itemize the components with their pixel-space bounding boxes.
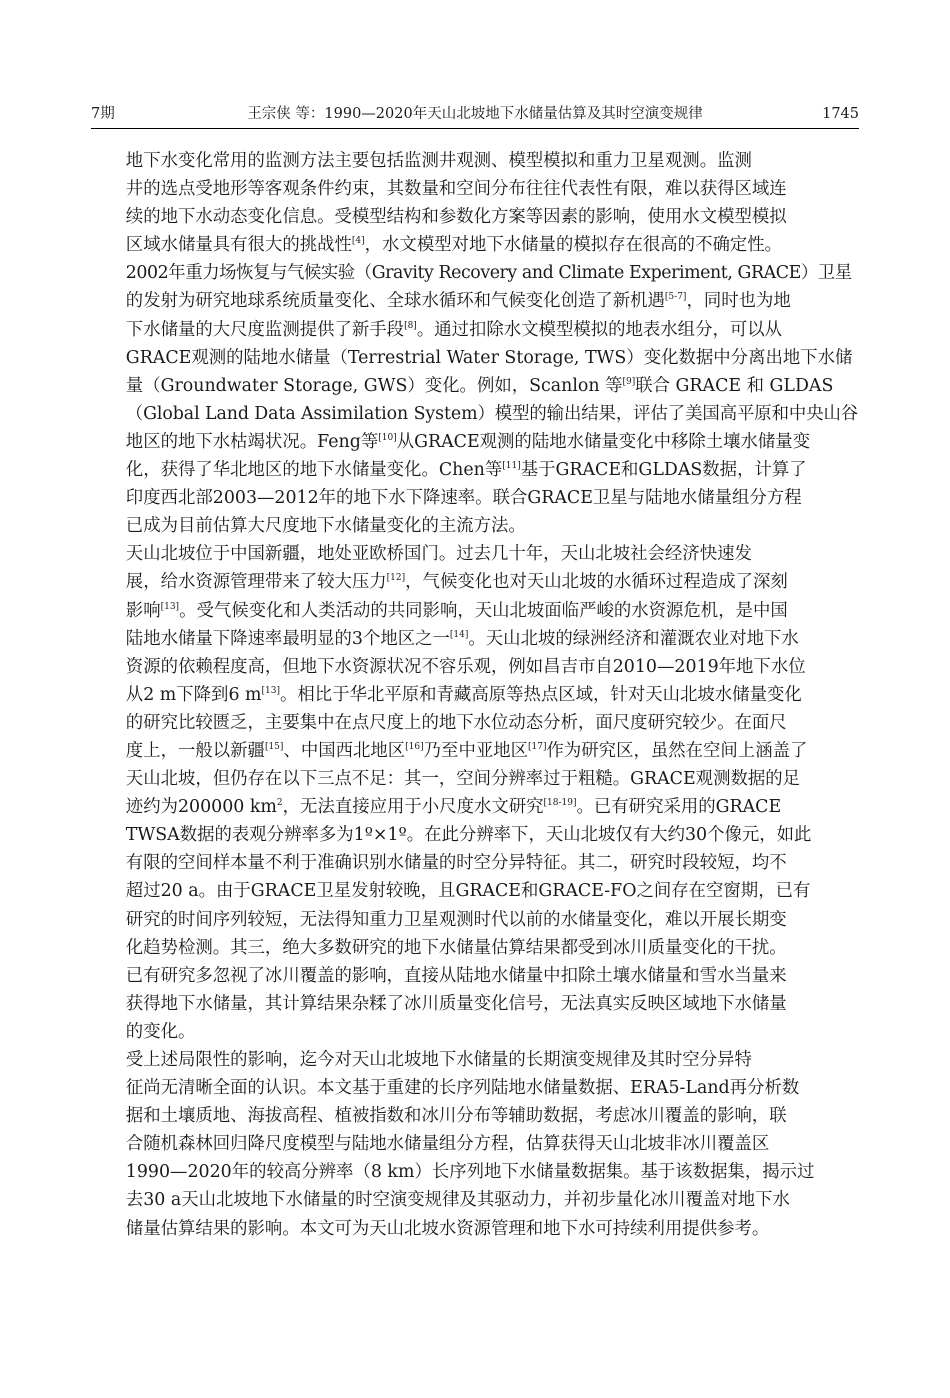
text-run: 据和土壤质地、海拔高程、植被指数和冰川分布等辅助数据，考虑冰川覆盖的影响，联 bbox=[125, 1106, 787, 1127]
text-line bbox=[91, 681, 859, 709]
text-run: 研究的时间序列较短，无法得知重力卫星观测时代以前的水储量变化，难以开展长期变 bbox=[125, 909, 787, 930]
text-line bbox=[91, 877, 859, 905]
text-run: 资源的依赖程度高，但地下水资源状况不容乐观，例如昌吉市自2010—2019年地下水位 bbox=[125, 656, 806, 677]
text-line bbox=[91, 934, 859, 962]
text-run: 作为研究区，虽然在空间上涵盖了 bbox=[546, 740, 808, 761]
text-line bbox=[91, 906, 859, 934]
citation-ref: [12] bbox=[386, 573, 406, 584]
text-line bbox=[91, 990, 859, 1018]
text-run: 。通过扣除水文模型模拟的地表水组分，可以从 bbox=[416, 319, 783, 340]
text-run: 井的选点受地形等客观条件约束，其数量和空间分布往往代表性有限，难以获得区域连 bbox=[125, 179, 787, 200]
text-run: 已有研究多忽视了冰川覆盖的影响，直接从陆地水储量中扣除土壤水储量和雪水当量来 bbox=[125, 965, 787, 986]
text-run: 。相比于华北平原和青藏高原等热点区域，针对天山北坡水储量变化 bbox=[280, 684, 802, 705]
text-run: 2002年重力场恢复与气候实验（Gravity Recovery and Climate Experiment, GRACE）卫星 bbox=[125, 263, 852, 284]
text-run: 天山北坡位于中国新疆，地处亚欧桥国门。过去几十年，天山北坡社会经济快速发 bbox=[125, 544, 752, 565]
text-line bbox=[91, 821, 859, 849]
text-line bbox=[91, 231, 859, 259]
citation-ref: [18-19] bbox=[543, 798, 577, 809]
text-run: 受上述局限性的影响，迄今对天山北坡地下水储量的长期演变规律及其时空分异特 bbox=[125, 1050, 752, 1070]
citation-ref: [13] bbox=[160, 601, 180, 612]
text-line bbox=[91, 287, 859, 315]
text-line bbox=[91, 456, 859, 484]
citation-ref: [5-7] bbox=[664, 292, 687, 303]
text-line bbox=[91, 849, 859, 877]
text-run: 基于GRACE和GLDAS数据，计算了 bbox=[520, 460, 807, 481]
article-body bbox=[91, 147, 859, 1243]
running-title: 王宗侠 等：1990—2020年天山北坡地下水储量估算及其时空演变规律 bbox=[247, 106, 703, 122]
text-line bbox=[91, 568, 859, 596]
text-run: 、中国西北地区 bbox=[283, 740, 406, 761]
text-line bbox=[91, 1018, 859, 1046]
text-run: 从GRACE观测的陆地水储量变化中移除土壤水储量变 bbox=[396, 431, 811, 452]
citation-ref: [9] bbox=[622, 376, 636, 387]
text-run: GRACE观测的陆地水储量（Terrestrial Water Storage, TWS）变化数据中分离出地下水储 bbox=[125, 347, 853, 368]
text-run: 迹约为200000 km bbox=[125, 797, 277, 818]
text-run: 的发射为研究地球系统质量变化、全球水循环和气候变化创造了新机遇 bbox=[125, 291, 665, 312]
citation-ref: [11] bbox=[502, 461, 521, 472]
text-line bbox=[91, 1102, 859, 1130]
paragraph bbox=[91, 540, 859, 1046]
text-run: TWSA数据的表观分辨率多为1º×1º。在此分辨率下，天山北坡仅有大约30个像元，如此 bbox=[125, 825, 812, 846]
text-run: 。天山北坡的绿洲经济和灌溉农业对地下水 bbox=[468, 628, 799, 649]
text-line bbox=[91, 316, 859, 344]
text-run: ，水文模型对地下水储量的模拟存在很高的不确定性。 bbox=[364, 235, 783, 256]
text-run: ，气候变化也对天山北坡的水循环过程造成了深刻 bbox=[405, 572, 788, 593]
citation-ref: [13] bbox=[261, 685, 281, 696]
text-run: ，同时也为地 bbox=[686, 291, 791, 312]
text-run: 。受气候变化和人类活动的共同影响，天山北坡面临严峻的水资源危机，是中国 bbox=[179, 600, 788, 621]
text-run: 印度西北部2003—2012年的地下水下降速率。联合GRACE卫星与陆地水储量组分方程 bbox=[125, 488, 802, 509]
text-run: 下水储量的大尺度监测提供了新手段 bbox=[125, 319, 405, 340]
text-line bbox=[91, 1046, 859, 1074]
text-run: 已成为目前估算大尺度地下水储量变化的主流方法。 bbox=[125, 516, 526, 537]
text-run: 储量估算结果的影响。本文可为天山北坡水资源管理和地下水可持续利用提供参考。 bbox=[125, 1218, 770, 1239]
citation-ref: [4] bbox=[351, 236, 365, 247]
text-line bbox=[91, 400, 859, 428]
citation-ref: 2 bbox=[276, 798, 283, 809]
paragraph bbox=[91, 147, 859, 540]
text-run: 获得地下水储量，其计算结果杂糅了冰川质量变化信号，无法真实反映区域地下水储量 bbox=[125, 993, 787, 1014]
issue-number: 7期 bbox=[91, 106, 115, 122]
text-line bbox=[91, 1186, 859, 1214]
text-line bbox=[91, 597, 859, 625]
citation-ref: [16] bbox=[405, 741, 424, 752]
text-line bbox=[91, 484, 859, 512]
text-run: 化趋势检测。其三，绝大多数研究的地下水储量估算结果都受到冰川质量变化的干扰。 bbox=[125, 937, 787, 958]
text-line bbox=[91, 793, 859, 821]
text-line bbox=[91, 625, 859, 653]
running-header bbox=[91, 104, 859, 128]
text-line bbox=[91, 1130, 859, 1158]
text-line bbox=[91, 1215, 859, 1243]
paragraph bbox=[91, 1046, 859, 1243]
text-run: 去30 a天山北坡地下水储量的时空演变规律及其驱动力，并初步量化冰川覆盖对地下水 bbox=[125, 1190, 790, 1211]
text-run: （Global Land Data Assimilation System）模型的输出结果，评估了美国高平原和中央山谷 bbox=[125, 403, 859, 424]
text-run: 有限的空间样本量不利于准确识别水储量的时空分异特征。其二，研究时段较短，均不 bbox=[125, 853, 787, 874]
text-run: 乃至中亚地区 bbox=[423, 740, 529, 761]
text-line bbox=[91, 147, 859, 175]
citation-ref: [14] bbox=[449, 629, 469, 640]
citation-ref: [10] bbox=[378, 432, 397, 443]
text-line bbox=[91, 512, 859, 540]
text-line bbox=[91, 428, 859, 456]
text-run: 展，给水资源管理带来了较大压力 bbox=[125, 572, 387, 593]
text-line bbox=[91, 653, 859, 681]
citation-ref: [17] bbox=[528, 741, 547, 752]
text-run: 影响 bbox=[125, 600, 161, 621]
text-line bbox=[91, 175, 859, 203]
text-run: 的研究比较匮乏，主要集中在点尺度上的地下水位动态分析，面尺度研究较少。在面尺 bbox=[125, 712, 787, 733]
text-run: 从2 m下降到6 m bbox=[125, 684, 262, 705]
text-line bbox=[91, 259, 859, 287]
text-run: 合随机森林回归降尺度模型与陆地水储量组分方程，估算获得天山北坡非冰川覆盖区 bbox=[125, 1134, 770, 1155]
text-line bbox=[91, 372, 859, 400]
text-line bbox=[91, 1074, 859, 1102]
text-run: 1990—2020年的较高分辨率（8 km）长序列地下水储量数据集。基于该数据集，揭示过 bbox=[125, 1162, 815, 1183]
text-run: 的变化。 bbox=[125, 1021, 196, 1042]
text-run: 地下水变化常用的监测方法主要包括监测井观测、模型模拟和重力卫星观测。监测 bbox=[125, 151, 752, 171]
text-run: ，无法直接应用于小尺度水文研究 bbox=[282, 797, 544, 818]
text-line bbox=[91, 1158, 859, 1186]
page-number: 1745 bbox=[822, 106, 859, 122]
text-line bbox=[91, 962, 859, 990]
text-run: 陆地水储量下降速率最明显的3个地区之一 bbox=[125, 628, 450, 649]
text-run: 超过20 a。由于GRACE卫星发射较晚，且GRACE和GRACE-FO之间存在空窗期，已有 bbox=[125, 881, 811, 902]
text-run: 区域水储量具有很大的挑战性 bbox=[125, 235, 352, 256]
text-line bbox=[91, 737, 859, 765]
text-run: 天山北坡，但仍存在以下三点不足：其一，空间分辨率过于粗糙。GRACE观测数据的足 bbox=[125, 769, 801, 790]
text-run: 联合 GRACE 和 GLDAS bbox=[635, 375, 834, 396]
text-line bbox=[91, 709, 859, 737]
text-line bbox=[91, 344, 859, 372]
text-line bbox=[91, 540, 859, 568]
text-run: 化，获得了华北地区的地下水储量变化。Chen等 bbox=[125, 460, 503, 481]
text-run: 征尚无清晰全面的认识。本文基于重建的长序列陆地水储量数据、ERA5-Land再分析数 bbox=[125, 1078, 800, 1099]
citation-ref: [8] bbox=[404, 320, 417, 331]
text-run: 地区的地下水枯竭状况。Feng等 bbox=[125, 431, 379, 452]
text-run: 续的地下水动态变化信息。受模型结构和参数化方案等因素的影响，使用水文模型模拟 bbox=[125, 207, 787, 228]
text-line bbox=[91, 765, 859, 793]
text-run: 度上，一般以新疆 bbox=[125, 740, 265, 761]
text-run: 量（Groundwater Storage, GWS）变化。例如，Scanlon 等 bbox=[125, 375, 623, 396]
text-line bbox=[91, 203, 859, 231]
header-rule bbox=[91, 128, 859, 129]
citation-ref: [15] bbox=[264, 741, 284, 752]
text-run: 。已有研究采用的GRACE bbox=[576, 797, 782, 818]
